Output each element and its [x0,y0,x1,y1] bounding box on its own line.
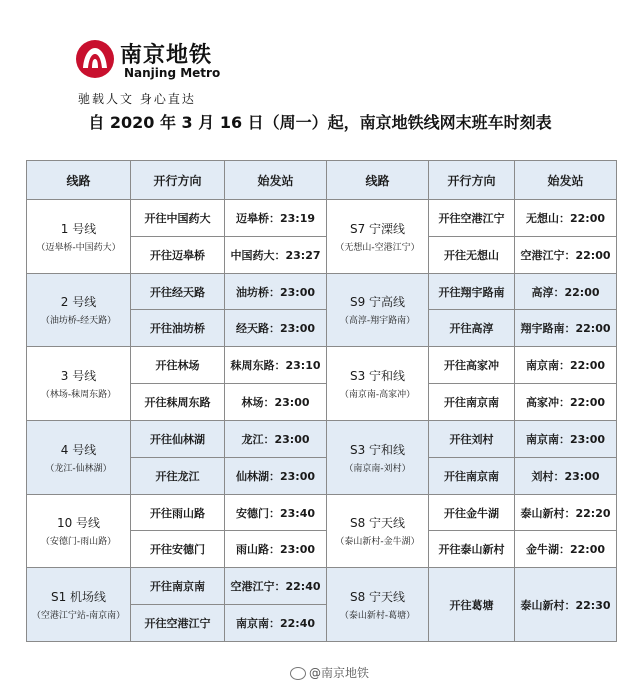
line-cell [327,494,429,568]
origin-time-cell: 刘村：23:00 [515,457,617,494]
line-name: 2 号线 [60,295,97,310]
table-row [27,420,617,457]
line-range: （迈皋桥-中国药大） [36,242,121,253]
line-cell [327,568,429,642]
header-line: 线路 [327,161,429,200]
direction-cell: 开往雨山路 [131,494,225,531]
line-name: S1 机场线 [50,590,107,605]
direction-cell: 开往金牛湖 [429,494,515,531]
line-range: （无想山-空港江宁） [335,242,420,253]
weibo-watermark [290,664,369,681]
line-range: （空港江宁站-南京南） [31,611,126,622]
metro-logo [74,38,274,110]
origin-time-cell: 秣周东路：23:10 [225,347,327,384]
table-row [27,568,617,605]
line-range: （泰山新村-葛塘） [339,611,416,622]
direction-cell: 开往刘村 [429,420,515,457]
logo-english-name: Nanjing Metro [124,66,221,80]
direction-cell: 开往中国药大 [131,200,225,237]
line-cell [327,200,429,274]
origin-time-cell: 雨山路：23:00 [225,531,327,568]
header-direction: 开行方向 [429,161,515,200]
line-cell [27,494,131,568]
direction-cell: 开往仙林湖 [131,420,225,457]
table-row [27,200,617,237]
line-cell [27,420,131,494]
direction-cell: 开往林场 [131,347,225,384]
direction-cell: 开往南京南 [429,384,515,421]
line-name: 4 号线 [60,442,97,457]
line-cell [27,568,131,642]
line-range: （龙江-仙林湖） [45,463,112,474]
table-header-row [27,161,617,200]
direction-cell: 开往油坊桥 [131,310,225,347]
origin-time-cell: 林场：23:00 [225,384,327,421]
direction-cell: 开往空港江宁 [429,200,515,237]
direction-cell: 开往空港江宁 [131,605,225,642]
line-cell [327,347,429,421]
logo-slogan: 驰载人文 身心直达 [78,92,196,106]
direction-cell: 开往无想山 [429,236,515,273]
direction-cell: 开往经天路 [131,273,225,310]
origin-time-cell: 龙江：23:00 [225,420,327,457]
origin-time-cell: 经天路：23:00 [225,310,327,347]
direction-cell: 开往秣周东路 [131,384,225,421]
origin-time-cell: 南京南：22:40 [225,605,327,642]
origin-time-cell: 南京南：22:00 [515,347,617,384]
header-line: 线路 [27,161,131,200]
origin-time-cell: 无想山：22:00 [515,200,617,237]
origin-time-cell: 迈皋桥：23:19 [225,200,327,237]
nanjing-metro-logo-icon [74,38,116,80]
line-name: 1 号线 [60,221,97,236]
direction-cell: 开往南京南 [429,457,515,494]
direction-cell: 开往安德门 [131,531,225,568]
line-name: S3 宁和线 [349,442,406,457]
direction-cell: 开往翔宇路南 [429,273,515,310]
line-cell [27,200,131,274]
line-name: S9 宁高线 [349,295,406,310]
line-name: 10 号线 [56,516,101,531]
origin-time-cell: 翔宇路南：22:00 [515,310,617,347]
line-range: （南京南-高家冲） [339,390,416,401]
direction-cell: 开往南京南 [131,568,225,605]
line-name: S8 宁天线 [349,516,406,531]
direction-cell: 开往龙江 [131,457,225,494]
table-row [27,273,617,310]
line-range: （高淳-翔宇路南） [339,316,416,327]
line-name: S7 宁溧线 [349,221,406,236]
line-cell [27,273,131,347]
header-direction: 开行方向 [131,161,225,200]
origin-time-cell: 中国药大：23:27 [225,236,327,273]
last-train-table [26,160,617,642]
origin-time-cell: 南京南：23:00 [515,420,617,457]
origin-time-cell: 油坊桥：23:00 [225,273,327,310]
line-range: （油坊桥-经天路） [40,316,117,327]
origin-time-cell: 空港江宁：22:40 [225,568,327,605]
origin-time-cell: 金牛湖：22:00 [515,531,617,568]
direction-cell: 开往高淳 [429,310,515,347]
line-range: （南京南-刘村） [344,463,411,474]
direction-cell: 开往高家冲 [429,347,515,384]
weibo-icon [290,667,306,680]
line-cell [27,347,131,421]
line-range: （安德门-雨山路） [40,537,117,548]
line-name: S3 宁和线 [349,369,406,384]
line-name: S8 宁天线 [349,590,406,605]
table-row [27,494,617,531]
header-origin: 始发站 [225,161,327,200]
origin-time-cell: 仙林湖：23:00 [225,457,327,494]
origin-time-cell: 高家冲：22:00 [515,384,617,421]
timetable [26,160,616,642]
line-name: 3 号线 [60,369,97,384]
origin-time-cell: 泰山新村：22:20 [515,494,617,531]
line-cell [327,420,429,494]
page-title: 自 2020 年 3 月 16 日（周一）起，南京地铁线网末班车时刻表 [88,113,552,132]
table-row [27,347,617,384]
watermark-text: @南京地铁 [309,666,370,680]
direction-cell: 开往迈皋桥 [131,236,225,273]
line-cell [327,273,429,347]
direction-cell: 开往葛塘 [429,568,515,642]
origin-time-cell: 泰山新村：22:30 [515,568,617,642]
line-range: （林场-秣周东路） [40,390,117,401]
origin-time-cell: 安德门：23:40 [225,494,327,531]
header-origin: 始发站 [515,161,617,200]
logo-chinese-name: 南京地铁 [120,43,213,68]
origin-time-cell: 高淳：22:00 [515,273,617,310]
origin-time-cell: 空港江宁：22:00 [515,236,617,273]
direction-cell: 开往泰山新村 [429,531,515,568]
line-range: （泰山新村-金牛湖） [335,537,420,548]
